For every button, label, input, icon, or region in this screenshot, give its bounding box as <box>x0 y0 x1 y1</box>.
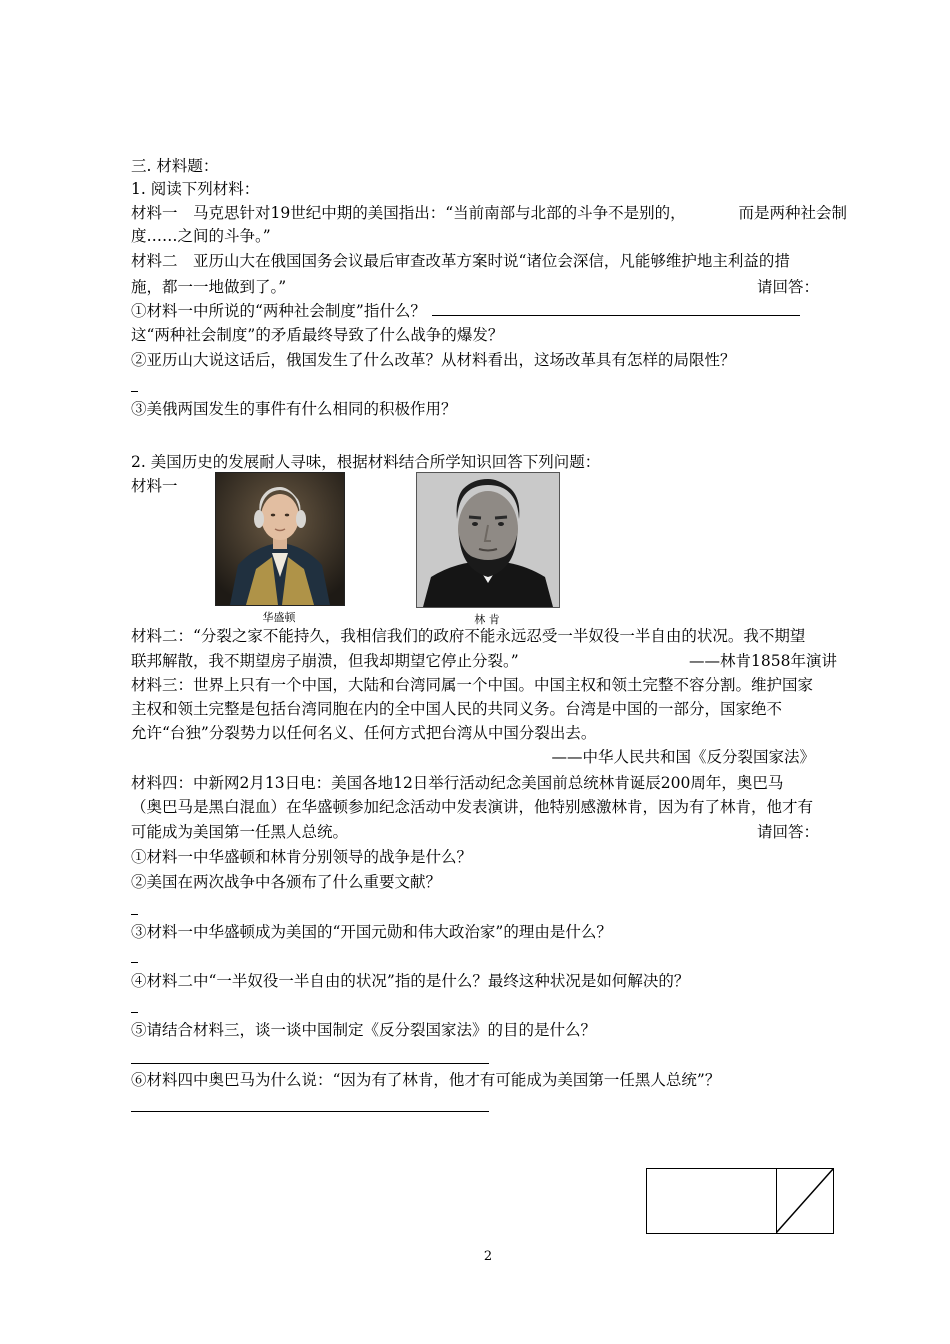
q1-question-c: ③美俄两国发生的事件有什么相同的积极作用？ <box>131 400 457 418</box>
q1-material1-line2: 度……之间的斗争。” <box>131 227 271 245</box>
answer-dash[interactable] <box>131 962 138 963</box>
answer-blank[interactable] <box>432 315 800 316</box>
q2-material3-line2: 主权和领土完整是包括台湾同胞在内的全中国人民的共同义务。台湾是中国的一部分，国家绝不 <box>131 700 783 718</box>
score-box-diagonal <box>776 1169 833 1233</box>
q1-material2-line2 <box>131 276 847 298</box>
q1-question-b: ②亚历山大说这话后，俄国发生了什么改革？从材料看出，这场改革具有怎样的局限性？ <box>131 351 736 369</box>
answer-line[interactable] <box>131 1111 489 1112</box>
q2-question-1: ①材料一中华盛顿和林肯分别领导的战争是什么？ <box>131 848 473 866</box>
q1-answer-prompt: 请回答： <box>756 278 819 296</box>
q2-material4-line2: （奥巴马是黑白混血）在华盛顿参加纪念活动中发表演讲，他特别感激林肯，因为有了林肯，他才有 <box>131 798 814 816</box>
q2-question-4: ④材料二中“一半奴役一半自由的状况”指的是什么？最终这种状况是如何解决的？ <box>131 972 690 990</box>
q2-m2-source: ——林肯1858年演讲 <box>689 652 837 670</box>
q2-intro: 2. 美国历史的发展耐人寻味，根据材料结合所学知识回答下列问题： <box>131 453 601 471</box>
section-title: 三. 材料题： <box>131 157 219 175</box>
q1-qa-text: ①材料一中所说的“两种社会制度”指什么？ <box>131 302 426 320</box>
q1-question-a2: 这“两种社会制度”的矛盾最终导致了什么战争的爆发？ <box>131 326 504 344</box>
q2-question-3: ③材料一中华盛顿成为美国的“开国元勋和伟大政治家”的理由是什么？ <box>131 923 612 941</box>
q2-material3-line1: 材料三：世界上只有一个中国，大陆和台湾同属一个中国。中国主权和领土完整不容分割。维护国家 <box>131 676 814 694</box>
q1-m1-line1-right: 而是两种社会制 <box>738 204 847 222</box>
q2-m3-source: ——中华人民共和国《反分裂国家法》 <box>551 748 815 766</box>
answer-line[interactable] <box>131 1063 489 1064</box>
washington-portrait-image <box>216 473 344 605</box>
q1-m1-line1-left: 材料一 马克思针对19世纪中期的美国指出：“当前南部与北部的斗争不是别的， <box>131 204 686 222</box>
page-number: 2 <box>483 1249 493 1264</box>
q1-question-a <box>131 300 800 322</box>
q2-material1-label: 材料一 <box>131 477 178 495</box>
q2-m2-line2-left: 联邦解散，我不期望房子崩溃，但我却期望它停止分裂。” <box>131 652 519 670</box>
answer-dash[interactable] <box>131 1012 138 1013</box>
q1-intro: 1. 阅读下列材料： <box>131 180 260 198</box>
q2-question-6: ⑥材料四中奥巴马为什么说：“因为有了林肯，他才有可能成为美国第一任黑人总统”？ <box>131 1071 721 1089</box>
q2-material4-line1: 材料四：中新网2月13日电：美国各地12日举行活动纪念美国前总统林肯诞辰200周年，奥巴马 <box>131 774 784 792</box>
q2-m4-line3-left: 可能成为美国第一任黑人总统。 <box>131 823 349 841</box>
q2-material3-source-line <box>131 746 847 768</box>
q2-question-2: ②美国在两次战争中各颁布了什么重要文献？ <box>131 873 442 891</box>
lincoln-caption: 林 肯 <box>474 613 500 626</box>
q1-material2-line1: 材料二 亚历山大在俄国国务会议最后审查改革方案时说“诸位会深信，凡能够维护地主利益的措 <box>131 252 790 270</box>
q2-material4-line3 <box>131 821 847 843</box>
answer-dash[interactable] <box>131 914 138 915</box>
q2-material2-line1: 材料二：“分裂之家不能持久，我相信我们的政府不能永远忍受一半奴役一半自由的状况。我不期望 <box>131 627 806 645</box>
q1-m2-line2-left: 施，都一一地做到了。” <box>131 278 287 296</box>
score-box <box>646 1168 834 1234</box>
q2-material3-line3: 允许“台独”分裂势力以任何名义、任何方式把台湾从中国分裂出去。 <box>131 724 597 742</box>
q2-material2-line2 <box>131 650 847 672</box>
q2-question-5: ⑤请结合材料三，谈一谈中国制定《反分裂国家法》的目的是什么？ <box>131 1021 597 1039</box>
answer-dash[interactable] <box>131 391 138 392</box>
q1-material1-line1 <box>131 202 847 224</box>
lincoln-portrait-image <box>417 473 559 607</box>
q2-answer-prompt: 请回答： <box>756 823 819 841</box>
washington-portrait <box>215 472 345 606</box>
lincoln-portrait <box>416 472 560 608</box>
washington-caption: 华盛顿 <box>262 611 296 624</box>
